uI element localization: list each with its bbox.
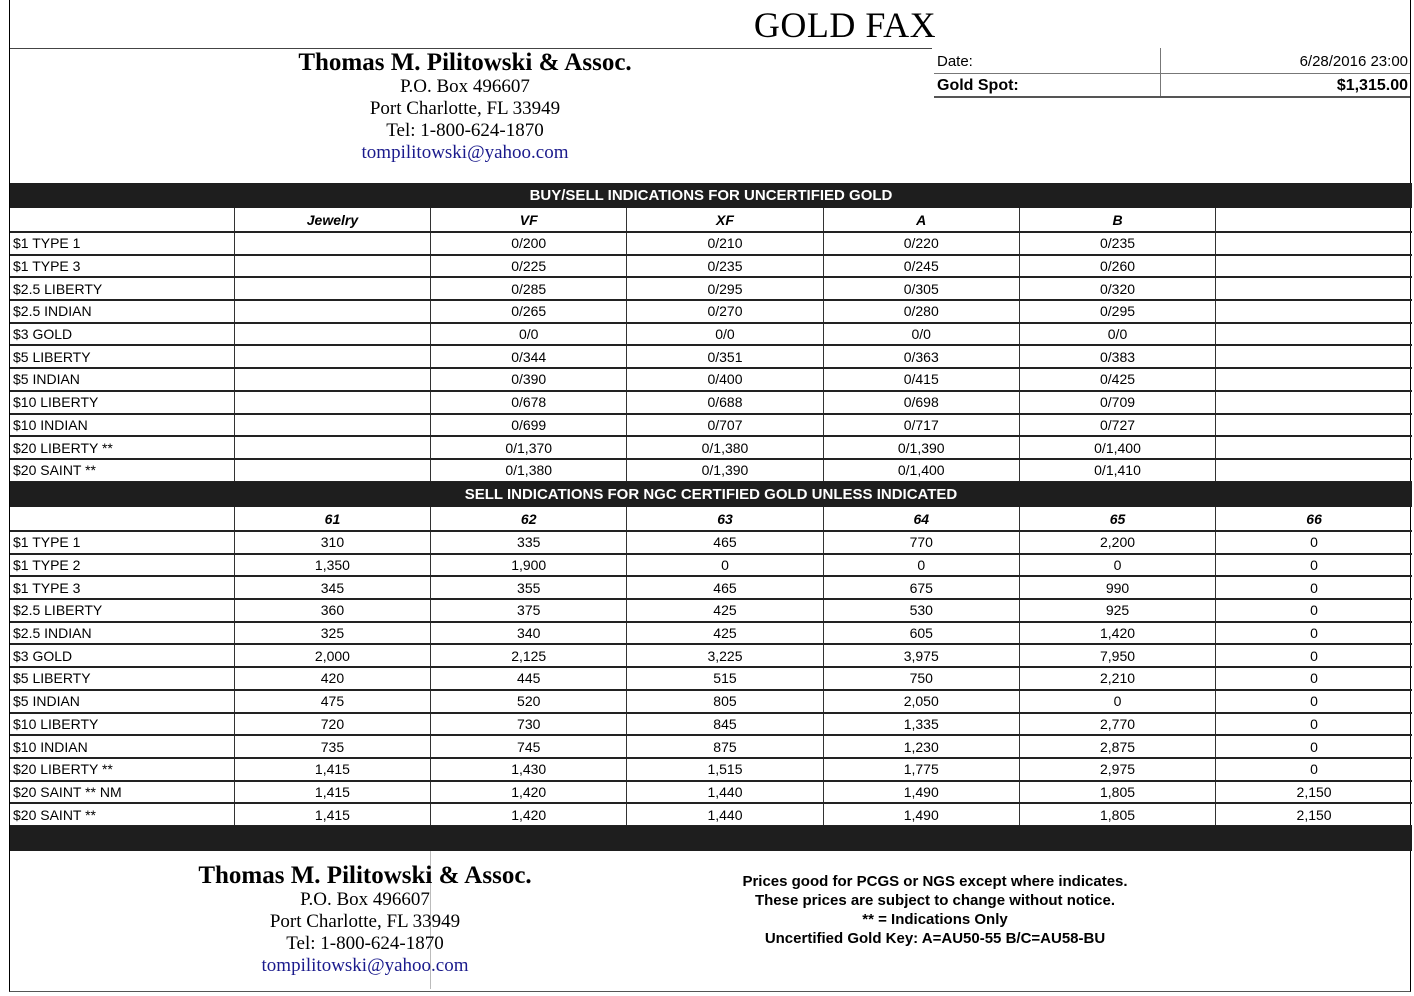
- column-header: 63: [627, 507, 823, 531]
- coin-name: $2.5 INDIAN: [10, 300, 234, 323]
- price-cell: 0: [823, 554, 1019, 577]
- gold-spot-row: [934, 74, 1410, 98]
- column-header: 65: [1019, 507, 1215, 531]
- column-header: [1216, 208, 1412, 232]
- coin-name: $10 LIBERTY: [10, 713, 234, 736]
- price-cell: 0/0: [1019, 323, 1215, 346]
- price-cell: 1,440: [627, 781, 823, 804]
- gold-spot-value: $1,315.00: [1336, 77, 1408, 94]
- price-cell: 0: [1216, 735, 1412, 758]
- price-cell: [234, 414, 430, 437]
- price-cell: 0: [1216, 690, 1412, 713]
- price-cell: 530: [823, 599, 1019, 622]
- price-cell: 1,420: [431, 781, 627, 804]
- price-cell: 0/280: [823, 300, 1019, 323]
- price-cell: 310: [234, 531, 430, 554]
- table-row: [10, 599, 1412, 622]
- column-header: VF: [431, 208, 627, 232]
- price-cell: 0/415: [823, 368, 1019, 391]
- coin-name: $10 INDIAN: [10, 735, 234, 758]
- price-cell: [1216, 255, 1412, 278]
- price-cell: 0/0: [823, 323, 1019, 346]
- price-cell: 360: [234, 599, 430, 622]
- price-cell: 0/707: [627, 414, 823, 437]
- column-header: XF: [627, 208, 823, 232]
- price-cell: 425: [627, 622, 823, 645]
- price-cell: [234, 323, 430, 346]
- company-po-box: P.O. Box 496607: [300, 889, 430, 910]
- price-cell: 0: [1216, 599, 1412, 622]
- price-cell: 925: [1019, 599, 1215, 622]
- table-row: [10, 667, 1412, 690]
- price-cell: 675: [823, 576, 1019, 599]
- coin-name: $2.5 INDIAN: [10, 622, 234, 645]
- price-cell: 515: [627, 667, 823, 690]
- column-header: Jewelry: [234, 208, 430, 232]
- table-row: [10, 345, 1412, 368]
- table-row: [10, 531, 1412, 554]
- price-cell: [1216, 232, 1412, 255]
- price-cell: 2,150: [1216, 781, 1412, 804]
- price-cell: 465: [627, 531, 823, 554]
- price-cell: 0/351: [627, 345, 823, 368]
- price-cell: 0/727: [1019, 414, 1215, 437]
- price-cell: 345: [234, 576, 430, 599]
- price-cell: [234, 345, 430, 368]
- price-cell: 0/717: [823, 414, 1019, 437]
- table-row: [10, 644, 1412, 667]
- price-cell: [234, 255, 430, 278]
- price-cell: 420: [234, 667, 430, 690]
- price-cell: 0/1,410: [1019, 459, 1215, 482]
- price-cell: 0/245: [823, 255, 1019, 278]
- price-cell: 0/1,390: [627, 459, 823, 482]
- price-cell: 0/235: [1019, 232, 1215, 255]
- price-cell: 335: [431, 531, 627, 554]
- price-cell: 1,900: [431, 554, 627, 577]
- coin-name: $20 SAINT ** NM: [10, 781, 234, 804]
- note-line: ** = Indications Only: [862, 911, 1008, 928]
- price-cell: 1,805: [1019, 781, 1215, 804]
- price-cell: 0/0: [431, 323, 627, 346]
- note-line: Prices good for PCGS or NGS except where indicates.: [742, 873, 1128, 890]
- company-city: Port Charlotte, FL 33949: [369, 98, 561, 119]
- price-cell: [234, 436, 430, 459]
- price-cell: 0/709: [1019, 391, 1215, 414]
- price-cell: 3,225: [627, 644, 823, 667]
- table-row: [10, 255, 1412, 278]
- price-cell: 750: [823, 667, 1019, 690]
- company-po-box: P.O. Box 496607: [400, 76, 530, 97]
- gold-fax-sheet: [9, 0, 1411, 992]
- price-cell: 0/305: [823, 277, 1019, 300]
- price-cell: 0: [1019, 554, 1215, 577]
- price-cell: 0/225: [431, 255, 627, 278]
- company-email: tompilitowski@yahoo.com: [261, 955, 469, 976]
- company-tel: Tel: 1-800-624-1870: [386, 120, 544, 141]
- price-cell: 0/363: [823, 345, 1019, 368]
- price-cell: 0/390: [431, 368, 627, 391]
- table-row: [10, 781, 1412, 804]
- price-cell: 0: [1216, 644, 1412, 667]
- price-cell: 0: [1216, 713, 1412, 736]
- price-cell: [234, 300, 430, 323]
- price-cell: 0/698: [823, 391, 1019, 414]
- table-row: [10, 391, 1412, 414]
- price-cell: 475: [234, 690, 430, 713]
- column-header: A: [823, 208, 1019, 232]
- price-cell: 875: [627, 735, 823, 758]
- price-cell: 0: [1216, 554, 1412, 577]
- certified-table: [10, 507, 1412, 827]
- gold-spot-label: Gold Spot:: [937, 77, 1019, 94]
- coin-name: $5 INDIAN: [10, 368, 234, 391]
- column-header: B: [1019, 208, 1215, 232]
- price-cell: 0/383: [1019, 345, 1215, 368]
- note-line: Uncertified Gold Key: A=AU50-55 B/C=AU58-BU: [764, 930, 1106, 947]
- price-cell: 1,420: [431, 803, 627, 826]
- company-city: Port Charlotte, FL 33949: [269, 911, 461, 932]
- price-cell: [234, 277, 430, 300]
- coin-name: $1 TYPE 1: [10, 232, 234, 255]
- price-cell: 720: [234, 713, 430, 736]
- price-cell: 0/699: [431, 414, 627, 437]
- price-cell: 0/678: [431, 391, 627, 414]
- coin-name: $5 INDIAN: [10, 690, 234, 713]
- price-cell: 375: [431, 599, 627, 622]
- column-header: 66: [1216, 507, 1412, 531]
- table-header-row: [10, 208, 1412, 232]
- price-cell: 7,950: [1019, 644, 1215, 667]
- price-cell: 845: [627, 713, 823, 736]
- price-cell: 990: [1019, 576, 1215, 599]
- price-cell: 2,770: [1019, 713, 1215, 736]
- price-cell: 2,000: [234, 644, 430, 667]
- price-cell: 1,430: [431, 758, 627, 781]
- table-header-row: [10, 507, 1412, 531]
- price-cell: [234, 368, 430, 391]
- table-row: [10, 554, 1412, 577]
- price-cell: 0/200: [431, 232, 627, 255]
- price-cell: [1216, 459, 1412, 482]
- price-cell: 0/425: [1019, 368, 1215, 391]
- price-cell: [234, 391, 430, 414]
- price-cell: 0/688: [627, 391, 823, 414]
- note-line: These prices are subject to change without notice.: [754, 892, 1116, 909]
- footer-notes: [670, 872, 1200, 948]
- info-box: [934, 48, 1410, 100]
- table-row: [10, 323, 1412, 346]
- price-cell: 1,805: [1019, 803, 1215, 826]
- price-cell: [234, 459, 430, 482]
- price-cell: 1,415: [234, 781, 430, 804]
- header-cell-blank: [10, 208, 234, 232]
- price-cell: 0: [627, 554, 823, 577]
- price-cell: 0: [1216, 667, 1412, 690]
- price-cell: 0/1,400: [1019, 436, 1215, 459]
- company-block-top: [250, 49, 680, 164]
- price-cell: 770: [823, 531, 1019, 554]
- price-cell: 0/295: [1019, 300, 1215, 323]
- price-cell: 2,210: [1019, 667, 1215, 690]
- company-email: tompilitowski@yahoo.com: [361, 142, 569, 163]
- price-cell: 0/210: [627, 232, 823, 255]
- price-cell: 0: [1216, 576, 1412, 599]
- price-cell: 1,490: [823, 803, 1019, 826]
- price-cell: 2,125: [431, 644, 627, 667]
- price-cell: 1,420: [1019, 622, 1215, 645]
- table-row: [10, 576, 1412, 599]
- column-header: 64: [823, 507, 1019, 531]
- price-cell: [1216, 436, 1412, 459]
- price-cell: [1216, 323, 1412, 346]
- column-header: 62: [431, 507, 627, 531]
- price-cell: 0: [1019, 690, 1215, 713]
- price-cell: 0/285: [431, 277, 627, 300]
- price-cell: 0/1,370: [431, 436, 627, 459]
- price-cell: 1,415: [234, 758, 430, 781]
- price-cell: 0/220: [823, 232, 1019, 255]
- uncertified-table: [10, 208, 1412, 483]
- coin-name: $3 GOLD: [10, 323, 234, 346]
- price-cell: 1,490: [823, 781, 1019, 804]
- price-cell: 1,335: [823, 713, 1019, 736]
- company-tel: Tel: 1-800-624-1870: [286, 933, 444, 954]
- table-row: [10, 459, 1412, 482]
- price-cell: 1,515: [627, 758, 823, 781]
- coin-name: $20 SAINT **: [10, 459, 234, 482]
- column-header: 61: [234, 507, 430, 531]
- price-cell: 1,230: [823, 735, 1019, 758]
- price-cell: 0/1,390: [823, 436, 1019, 459]
- price-cell: 0/270: [627, 300, 823, 323]
- uncertified-heading: BUY/SELL INDICATIONS FOR UNCERTIFIED GOLD: [10, 183, 1412, 208]
- price-cell: 520: [431, 690, 627, 713]
- price-cell: 2,200: [1019, 531, 1215, 554]
- table-row: [10, 368, 1412, 391]
- table-row: [10, 277, 1412, 300]
- coin-name: $1 TYPE 3: [10, 255, 234, 278]
- coin-name: $2.5 LIBERTY: [10, 599, 234, 622]
- company-name: Thomas M. Pilitowski & Assoc.: [298, 49, 632, 76]
- price-cell: 735: [234, 735, 430, 758]
- price-cell: 0/1,400: [823, 459, 1019, 482]
- footer-band: [10, 826, 1412, 851]
- coin-name: $1 TYPE 3: [10, 576, 234, 599]
- price-cell: 0/1,380: [627, 436, 823, 459]
- price-cell: 2,975: [1019, 758, 1215, 781]
- price-cell: 340: [431, 622, 627, 645]
- price-cell: [1216, 300, 1412, 323]
- price-cell: 0: [1216, 531, 1412, 554]
- price-cell: 2,875: [1019, 735, 1215, 758]
- coin-name: $10 INDIAN: [10, 414, 234, 437]
- coin-name: $20 SAINT **: [10, 803, 234, 826]
- coin-name: $1 TYPE 1: [10, 531, 234, 554]
- date-row: [934, 50, 1410, 74]
- table-row: [10, 713, 1412, 736]
- coin-name: $20 LIBERTY **: [10, 758, 234, 781]
- price-cell: 0/235: [627, 255, 823, 278]
- price-cell: [1216, 277, 1412, 300]
- table-row: [10, 232, 1412, 255]
- coin-name: $1 TYPE 2: [10, 554, 234, 577]
- coin-name: $20 LIBERTY **: [10, 436, 234, 459]
- price-cell: [1216, 391, 1412, 414]
- price-cell: 445: [431, 667, 627, 690]
- price-cell: 605: [823, 622, 1019, 645]
- price-cell: 0/344: [431, 345, 627, 368]
- coin-name: $10 LIBERTY: [10, 391, 234, 414]
- price-cell: 0/400: [627, 368, 823, 391]
- price-cell: 2,150: [1216, 803, 1412, 826]
- coin-name: $3 GOLD: [10, 644, 234, 667]
- price-cell: 0: [1216, 758, 1412, 781]
- company-block-bottom: [150, 862, 580, 977]
- price-cell: 0/320: [1019, 277, 1215, 300]
- price-cell: 325: [234, 622, 430, 645]
- price-cell: 465: [627, 576, 823, 599]
- price-cell: 1,440: [627, 803, 823, 826]
- price-cell: 0/295: [627, 277, 823, 300]
- price-cell: 0/1,380: [431, 459, 627, 482]
- price-cell: 730: [431, 713, 627, 736]
- table-row: [10, 690, 1412, 713]
- price-cell: [1216, 368, 1412, 391]
- page-title: GOLD FAX: [753, 5, 937, 45]
- price-cell: 745: [431, 735, 627, 758]
- table-row: [10, 622, 1412, 645]
- table-row: [10, 735, 1412, 758]
- price-cell: 1,350: [234, 554, 430, 577]
- price-cell: 1,415: [234, 803, 430, 826]
- company-name: Thomas M. Pilitowski & Assoc.: [198, 862, 532, 889]
- header-cell-blank: [10, 507, 234, 531]
- price-cell: 425: [627, 599, 823, 622]
- price-cell: [234, 232, 430, 255]
- price-cell: 3,975: [823, 644, 1019, 667]
- price-cell: 0/0: [627, 323, 823, 346]
- coin-name: $5 LIBERTY: [10, 667, 234, 690]
- price-cell: [1216, 414, 1412, 437]
- table-row: [10, 436, 1412, 459]
- date-label: Date:: [937, 53, 973, 70]
- price-cell: 0/260: [1019, 255, 1215, 278]
- certified-heading: SELL INDICATIONS FOR NGC CERTIFIED GOLD UNLESS INDICATED: [10, 482, 1412, 507]
- coin-name: $5 LIBERTY: [10, 345, 234, 368]
- table-row: [10, 758, 1412, 781]
- price-cell: 805: [627, 690, 823, 713]
- price-cell: 2,050: [823, 690, 1019, 713]
- price-cell: 1,775: [823, 758, 1019, 781]
- price-cell: 355: [431, 576, 627, 599]
- date-value: 6/28/2016 23:00: [1299, 53, 1408, 70]
- table-row: [10, 803, 1412, 826]
- price-cell: 0: [1216, 622, 1412, 645]
- coin-name: $2.5 LIBERTY: [10, 277, 234, 300]
- price-cell: [1216, 345, 1412, 368]
- price-cell: 0/265: [431, 300, 627, 323]
- table-row: [10, 300, 1412, 323]
- table-row: [10, 414, 1412, 437]
